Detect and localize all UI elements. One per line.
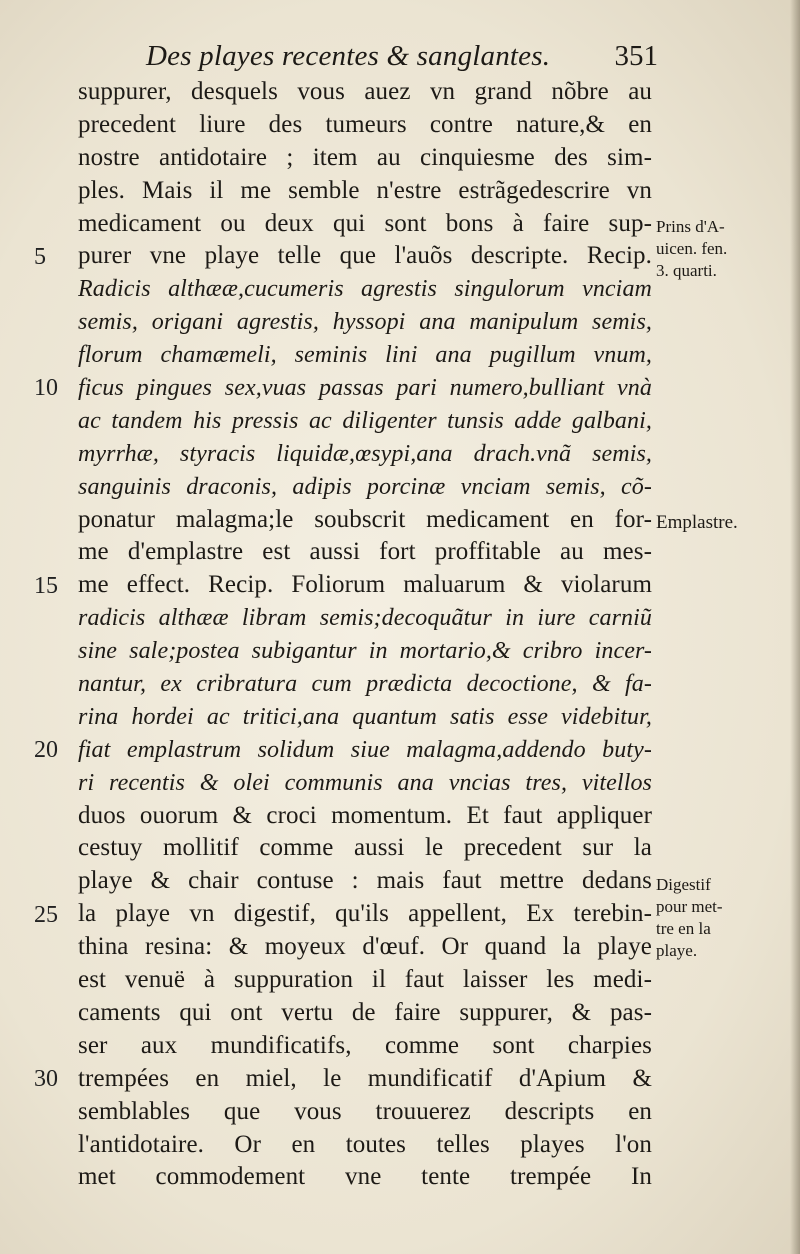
line-number: 10 — [34, 375, 58, 402]
text-line: rina hordei ac tritici,ana quantum satis esse videbitur, — [78, 703, 652, 730]
margin-note — [656, 874, 723, 962]
line-number: 15 — [34, 572, 58, 599]
text-line: nostre antidotaire ; item au cinquiesme des sim- — [78, 143, 652, 171]
page-header — [146, 40, 658, 74]
text-line: sine sale;postea subigantur in mortario,& cribro incer- — [78, 638, 652, 665]
text-line: purer vne playe telle que l'auõs descripte. Recip. — [78, 242, 652, 270]
text-line: ples. Mais il me semble n'estre estrãgedescrire vn — [78, 176, 652, 204]
text-line: la playe vn digestif, qu'ils appellent, Ex terebin- — [78, 900, 652, 928]
text-line: nantur, ex cribratura cum prædicta decoctione, & fa- — [78, 671, 652, 698]
margin-note-line: playe. — [656, 940, 698, 960]
text-line: medicament ou deux qui sont bons à faire sup- — [78, 209, 652, 237]
text-line: florum chamæmeli, seminis lini ana pugillum vnum, — [78, 342, 652, 369]
text-line: trempées en miel, le mundificatif d'Apium & — [78, 1064, 652, 1092]
text-line: caments qui ont vertu de faire suppurer, & pas- — [78, 998, 652, 1026]
text-line: thina resina: & moyeux d'œuf. Or quand la playe — [78, 933, 652, 961]
text-line: met commodement vne tente trempée In — [78, 1163, 652, 1191]
text-line: ac tandem his pressis ac diligenter tunsis adde galbani, — [78, 407, 652, 434]
text-line: Radicis althææ,cucumeris agrestis singulorum vnciam — [78, 276, 652, 303]
text-line: semblables que vous trouuerez descripts en — [78, 1097, 652, 1125]
margin-note — [656, 512, 738, 534]
margin-note-line: pour met- — [656, 896, 723, 916]
text-line: myrrhæ, styracis liquidæ,œsypi,ana drach.vnã semis, — [78, 440, 652, 467]
text-line: ser aux mundificatifs, comme sont charpies — [78, 1031, 652, 1059]
margin-note-line: Prins d'A- — [656, 216, 725, 236]
text-line: suppurer, desquels vous auez vn grand nõbre au — [78, 78, 652, 105]
text-line: cestuy mollitif comme aussi le precedent sur la — [78, 834, 652, 862]
line-number: 5 — [34, 243, 46, 270]
page-number: 351 — [614, 40, 658, 72]
line-number: 25 — [34, 901, 58, 928]
text-line: playe & chair contuse : mais faut mettre dedans — [78, 867, 652, 895]
margin-note-line: tre en la — [656, 918, 711, 938]
text-line: semis, origani agrestis, hyssopi ana manipulum semis, — [78, 309, 652, 336]
margin-note-line: 3. quarti. — [656, 260, 717, 280]
text-line: precedent liure des tumeurs contre nature,& en — [78, 110, 652, 138]
text-line: duos ouorum & croci momentum. Et faut appliquer — [78, 801, 652, 829]
margin-note-line: uicen. fen. — [656, 238, 728, 258]
running-title: Des playes recentes & sanglantes. — [146, 40, 551, 72]
text-line: ri recentis & olei communis ana vncias tres, vitellos — [78, 769, 652, 796]
text-line: sanguinis draconis, adipis porcinæ vnciam semis, cõ- — [78, 473, 652, 500]
text-line: ficus pingues sex,vuas passas pari numero,bulliant vnà — [78, 375, 652, 402]
margin-note — [656, 216, 727, 282]
text-line: est venuë à suppuration il faut laisser les medi- — [78, 966, 652, 994]
text-line: me d'emplastre est aussi fort proffitable au mes- — [78, 538, 652, 566]
margin-note-line: Emplastre. — [656, 511, 738, 533]
text-line: l'antidotaire. Or en toutes telles playes l'on — [78, 1130, 652, 1158]
text-line: fiat emplastrum solidum siue malagma,addendo buty- — [78, 736, 652, 763]
text-line: radicis althææ libram semis;decoquãtur in iure carniũ — [78, 605, 652, 632]
body-text — [78, 76, 652, 1194]
text-line: me effect. Recip. Foliorum maluarum & violarum — [78, 571, 652, 599]
margin-note-line: Digestif — [656, 874, 711, 894]
text-line: ponatur malagma;le soubscrit medicament en for- — [78, 505, 652, 533]
line-number: 20 — [34, 737, 58, 763]
line-number: 30 — [34, 1066, 58, 1092]
